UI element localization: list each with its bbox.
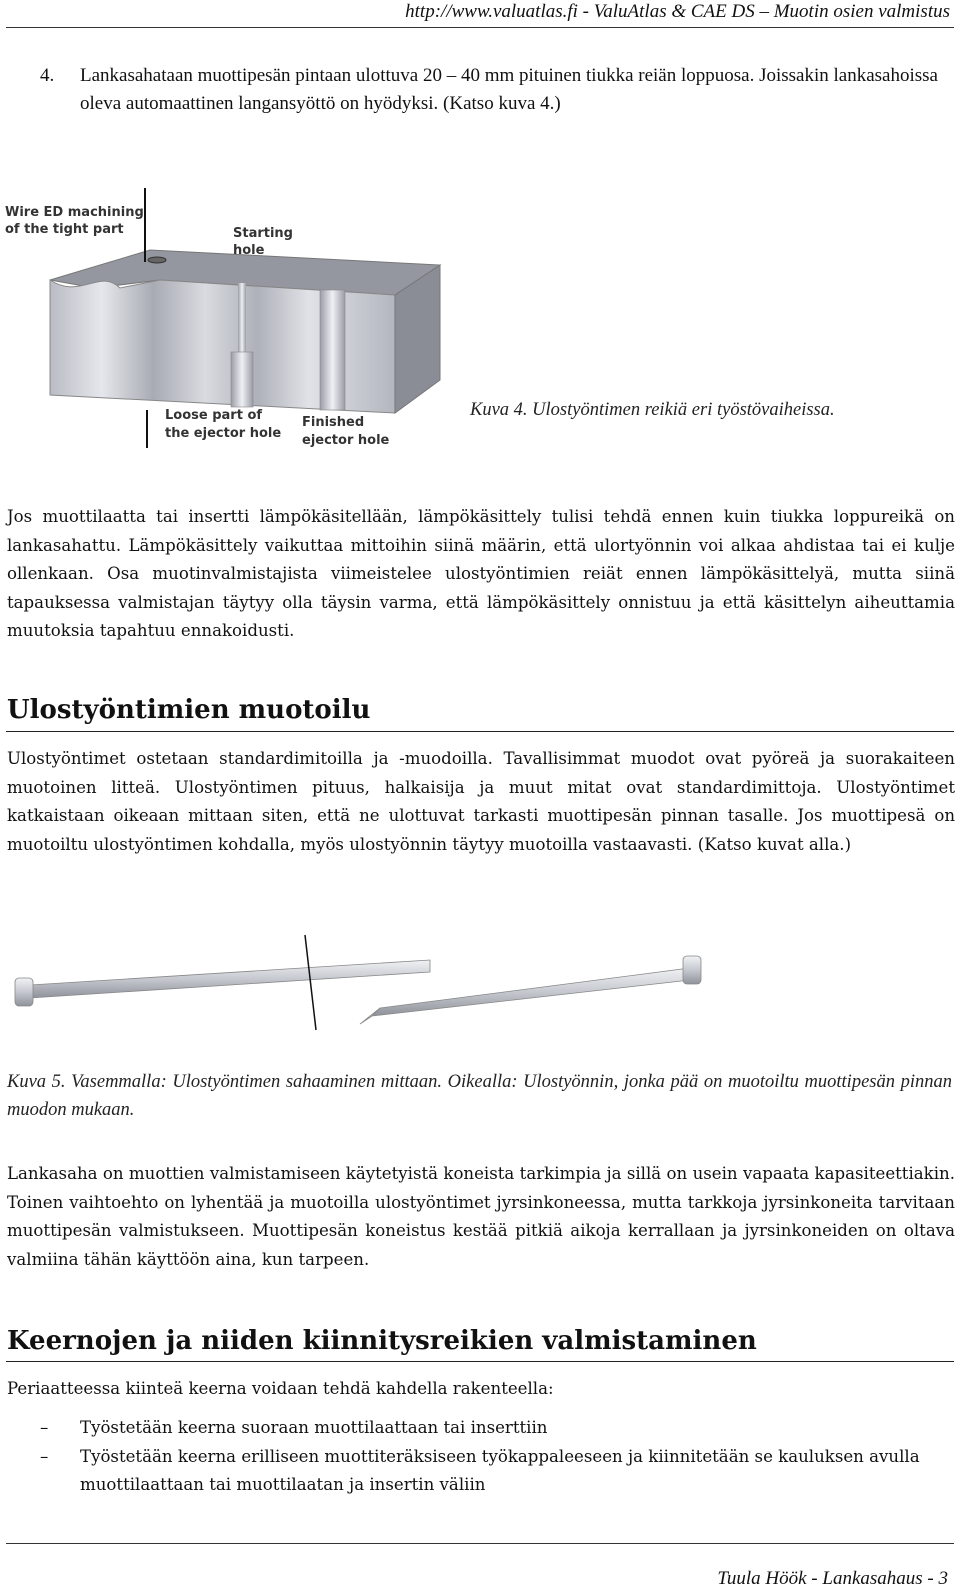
label-loose-2: the ejector hole xyxy=(165,426,282,441)
step-4 xyxy=(40,62,945,118)
list-item-text: Työstetään keerna erilliseen muottiteräksiseen työkappaleeseen ja kiinnitetään se kauluksen avulla muottilaattaan tai muottilaatan ja insertin väliin xyxy=(80,1446,920,1494)
list-item xyxy=(40,1443,945,1500)
label-wire-ed-2: of the tight part xyxy=(5,222,124,237)
bullet-dash: – xyxy=(40,1446,49,1466)
label-starting-1: Starting xyxy=(233,226,293,241)
step-number: 4. xyxy=(40,65,55,86)
page-footer: Tuula Höök - Lankasahaus - 3 xyxy=(717,1568,948,1589)
bullet-dash: – xyxy=(40,1418,49,1437)
left-pin-shaft xyxy=(30,960,430,998)
label-starting-2: hole xyxy=(233,243,265,258)
starting-hole-shaft xyxy=(238,283,246,353)
list-item xyxy=(40,1414,945,1443)
page-header: http://www.valuatlas.fi - ValuAtlas & CAE DS – Muotin osien valmistus xyxy=(405,1,950,22)
left-pin-head xyxy=(15,978,33,1006)
label-wire-ed-1: Wire ED machining xyxy=(5,205,144,220)
header-rule xyxy=(6,27,954,28)
right-pin-head xyxy=(683,956,701,984)
cut-line xyxy=(305,935,316,1030)
label-finished-1: Finished xyxy=(302,415,365,430)
figure-4-caption: Kuva 4. Ulostyöntimen reikiä eri työstövaiheissa. xyxy=(470,400,835,420)
starting-hole-top xyxy=(148,257,166,263)
list-item-text: Työstetään keerna suoraan muottilaattaan tai inserttiin xyxy=(80,1418,548,1437)
label-loose-1: Loose part of xyxy=(165,408,263,423)
core-options-list xyxy=(40,1414,945,1500)
right-pin-tip xyxy=(360,1008,380,1024)
right-pin-shaft xyxy=(372,968,690,1016)
step-text: Lankasahataan muottipesän pintaan ulottuva 20 – 40 mm pituinen tiukka reiän loppuosa. Joissakin lankasahoissa oleva automaattinen langansyöttö on hyödyksi. (Katso kuva 4.) xyxy=(80,65,938,114)
section-title-ejectors: Ulostyöntimien muotoilu xyxy=(7,695,371,725)
figure-5-caption: Kuva 5. Vasemmalla: Ulostyöntimen sahaaminen mittaan. Oikealla: Ulostyönnin, jonka pää on muotoiltu muottipesän pinnan muodon mukaan. xyxy=(7,1072,952,1120)
section-rule-ejectors xyxy=(6,731,954,732)
section-title-cores: Keernojen ja niiden kiinnitysreikien valmistaminen xyxy=(7,1326,757,1356)
paragraph-cores-intro: Periaatteessa kiinteä keerna voidaan tehdä kahdella rakenteella: xyxy=(7,1379,554,1398)
loose-part-hole xyxy=(231,352,253,407)
paragraph-ejector-shaping: Ulostyöntimet ostetaan standardimitoilla ja -muodoilla. Tavallisimmat muodot ovat pyöreä ja suorakaiteen muotoinen litteä. Ulostyöntimen pituus, halkaisija ja muut mitat ovat standardimittoja. Ulostyöntimet katkaistaan oikeaan mittaan siten, että ne ulottuvat tarkasti muottipesän pinnan tasalle. Jos muottipesä on muotoiltu ulostyöntimen kohdalla, myös ulostyönnin täytyy muotoilla vastaavasti. (Katso kuvat alla.) xyxy=(7,749,955,854)
paragraph-heat-treatment: Jos muottilaatta tai insertti lämpökäsitellään, lämpökäsittely tulisi tehdä ennen kuin tiukka loppureikä on lankasahattu. Lämpökäsittely vaikuttaa mittoihin siinä määrin, että ulortyönnin voi alkaa ahdistaa tai ei kulje ollenkaan. Osa muotinvalmistajista viimeistelee ulostyöntimien reiät ennen lämpökäsittelyä, mutta siinä tapauksessa valmistajan täytyy olla täysin varma, että lämpökäsittely onnistuu ja että käsittelyn aiheuttamia muutoksia tapahtuu ennakoidusti. xyxy=(7,507,955,640)
footer-rule xyxy=(6,1543,954,1544)
figure-5-illustration xyxy=(0,930,960,1040)
section-rule-cores xyxy=(6,1361,954,1362)
paragraph-wire-saw: Lankasaha on muottien valmistamiseen käytetyistä koneista tarkimpia ja sillä on usein vapaata kapasiteettiakin. Toinen vaihtoehto on lyhentää ja muotoilla ulostyöntimet jyrsinkoneessa, mutta tarkkoja jyrsinkoneita tarvitaan muottipesän valmistukseen. Muottipesän koneistus kestää pitkiä aikoja kerrallaan ja jyrsinkoneiden on oltava valmiina tähän käyttöön aina, kun tarpeen. xyxy=(7,1164,955,1269)
finished-ejector-hole xyxy=(320,290,345,410)
figure-4-illustration xyxy=(0,180,470,460)
label-finished-2: ejector hole xyxy=(302,433,390,448)
